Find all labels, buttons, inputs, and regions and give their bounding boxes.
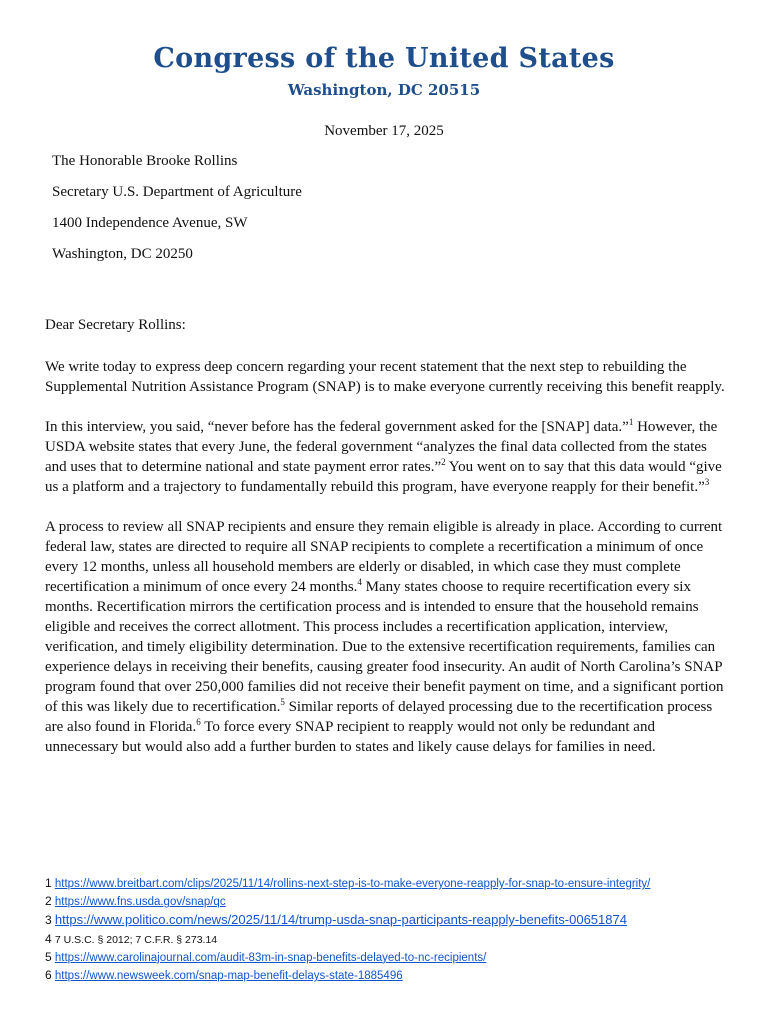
- letterhead-subtitle: Washington, DC 20515: [287, 81, 481, 99]
- footnote-1: 1 https://www.breitbart.com/clips/2025/11/14/rollins-next-step-is-to-make-everyone-reapply-for-snap-to-ensure-integrity/: [45, 876, 651, 890]
- footnote-3: 3 https://www.politico.com/news/2025/11/14/trump-usda-snap-participants-reapply-benefits-00651874: [45, 912, 627, 928]
- letterhead-title: Congress of the United States: [153, 43, 615, 74]
- footnote-5: 5 https://www.carolinajournal.com/audit-83m-in-snap-benefits-delayed-to-nc-recipients/: [45, 949, 487, 964]
- recipient-address: [52, 152, 302, 276]
- recipient-street: 1400 Independence Avenue, SW: [52, 215, 248, 231]
- letterhead: [0, 42, 768, 100]
- footnote-link-6[interactable]: https://www.newsweek.com/snap-map-benefit-delays-state-1885496: [54, 970, 403, 983]
- paragraph-2: In this interview, you said, “never before has the federal government asked for the [SNAP] data.”$^1$ However, the USDA website states that every June, the federal government “analyzes the final data collected from the states and uses that to determine national and state payment error rates.”$^2$ You went on to say that this data would “give us a platform and a trajectory to fundamentally rebuild this program, have everyone reapply for their benefit.”$^3$: [45, 417, 722, 495]
- letter-body: [45, 357, 725, 777]
- salutation: Dear Secretary Rollins:: [45, 317, 186, 333]
- footnote-ref-4[interactable]: 4: [357, 577, 362, 587]
- recipient-city: Washington, DC 20250: [52, 246, 193, 262]
- footnote-4: 4 7 U.S.C. § 2012; 7 C.F.R. § 273.14: [45, 931, 218, 946]
- footnote-ref-2[interactable]: 2: [441, 457, 446, 467]
- footnote-2: 2 https://www.fns.usda.gov/snap/qc: [45, 894, 226, 909]
- footnote-ref-6[interactable]: 6: [196, 717, 201, 727]
- footnote-link-5[interactable]: https://www.carolinajournal.com/audit-83m-in-snap-benefits-delayed-to-nc-recipients/: [54, 951, 487, 964]
- footnote-link-3[interactable]: https://www.politico.com/news/2025/11/14/trump-usda-snap-participants-reapply-benefits-00651874: [54, 912, 627, 928]
- footnote-ref-5[interactable]: 5: [280, 697, 285, 707]
- footnote-link-1[interactable]: https://www.breitbart.com/clips/2025/11/14/rollins-next-step-is-to-make-everyone-reapply-for-snap-to-ensure-integrity/: [54, 878, 651, 890]
- footnote-text-4: 7 U.S.C. § 2012; 7 C.F.R. § 273.14: [54, 933, 218, 946]
- footnote-6: 6 https://www.newsweek.com/snap-map-benefit-delays-state-1885496: [45, 968, 403, 983]
- footnote-link-2[interactable]: https://www.fns.usda.gov/snap/qc: [54, 896, 226, 909]
- recipient-title: Secretary U.S. Department of Agriculture: [52, 184, 302, 200]
- footnotes: [45, 875, 745, 985]
- paragraph-1: We write today to express deep concern regarding your recent statement that the next step to rebuilding the Supplemental Nutrition Assistance Program (SNAP) is to make everyone currently receiving this benefit reapply.: [45, 359, 725, 395]
- letter-date: November 17, 2025: [324, 123, 444, 139]
- footnote-ref-3[interactable]: 3: [704, 477, 710, 487]
- paragraph-3: A process to review all SNAP recipients and ensure they remain eligible is already in place. According to current federal law, states are directed to require all SNAP recipients to complete a recertification a minimum of once every 12 months, unless all household members are elderly or disabled, in which case they must complete recertification a minimum of once every 24 months.$^4$ Many states choose to require recertification every six months. Recertification mirrors the certification process and is intended to ensure that the household remains eligible and receives the correct allotment. This process includes a recertification application, interview, verification, and timely eligibility determination. Due to the extensive recertification requirements, families can experience delays in receiving their benefits, causing greater food insecurity. An audit of North Carolina’s SNAP program found that over 250,000 families did not receive their benefit payment on time, and a significant portion of this was likely due to recertification.$^5$ Similar reports of delayed processing due to the recertification process are also found in Florida.$^6$ To force every SNAP recipient to reapply would not only be redundant and unnecessary but would also add a further burden to states and likely cause delays for families in need.: [45, 519, 724, 755]
- footnote-ref-1[interactable]: 1: [628, 417, 634, 427]
- recipient-name: The Honorable Brooke Rollins: [52, 153, 238, 169]
